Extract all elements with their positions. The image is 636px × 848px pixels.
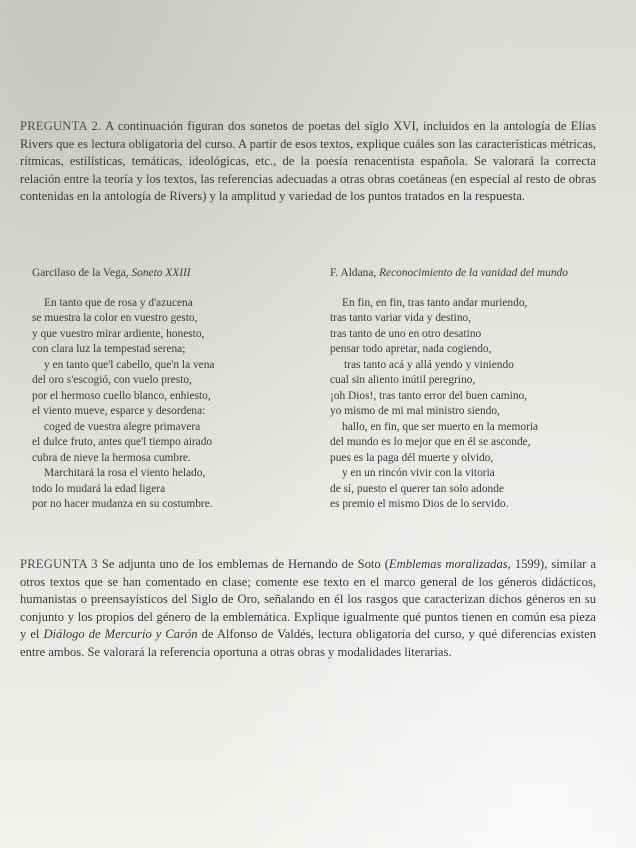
question-3 [20, 556, 596, 662]
poem-line: con clara luz la tempestad serena; [32, 343, 186, 355]
poem-line: del mundo es lo mejor que en él se asconde, [330, 436, 531, 448]
question-3-label: PREGUNTA 3 [20, 557, 98, 571]
poem-line: por no hacer mudanza en su costumbre. [32, 498, 213, 510]
poem-line: coged de vuestra alegre primavera [44, 420, 201, 433]
poem-garcilaso-title: Soneto XXIII [131, 267, 191, 279]
poem-line: ¡oh Dios!, tras tanto error del buen camino, [330, 389, 528, 402]
poem-line: tras tanto variar vida y destino, [330, 312, 472, 324]
question-2 [20, 118, 596, 206]
poem-line: En fin, en fin, tras tanto andar muriendo, [342, 296, 528, 309]
poem-line: es premio el mismo Dios de lo servido. [330, 498, 509, 510]
question-3-text-b: , 1599), similar a otros textos que se han comentado en clase; comente ese texto en el marco general de los géneros didácticos, humanistas o preensayísticos del Siglo de Oro, señalando en él los rasgos que caracterizan dichos géneros en su conjunto y los propios del género de la emblemática. Explique igualmente qué puntos tienen en común esa pieza y el [20, 557, 596, 642]
poem-line: tras tanto de uno en otro desatino [330, 327, 482, 340]
question-3-text-c: de Alfonso de Valdés, lectura obligatoria del curso, y qué diferencias existen entre ambos. Se valorará la referencia oportuna a otras obras y modalidades literarias. [20, 627, 597, 659]
poem-line: por el hermoso cuello blanco, enhiesto, [32, 389, 211, 402]
poem-aldana [330, 266, 620, 513]
question-2-text: A continuación figuran dos sonetos de poetas del siglo XVI, incluidos en la antología de Elías Rivers que es lectura obligatoria del curso. A partir de esos textos, explique cuáles son las características métricas, rítmicas, estilísticas, temáticas, ideológicas, etc., de la poesía renacentista española. Se valorará la correcta relación entre la teoría y los textos, las referencias adecuadas a otras obras coetáneas (en especial al resto de obras contenidas en la antología de Rivers) y la amplitud y variedad de los puntos tratados en la respuesta. [20, 119, 596, 204]
question-3-text-a: Se adjunta uno de los emblemas de Hernando de Soto ( [101, 557, 389, 571]
poem-line: del oro s'escogió, con vuelo presto, [32, 374, 192, 386]
poem-line: y en tanto que'l cabello, que'n la vena [44, 358, 215, 371]
question-2-label: PREGUNTA 2. [20, 119, 102, 133]
poem-line: cual sin aliento inútil peregrino, [330, 374, 476, 386]
poem-line: y en un rincón vivir con la vitoria [342, 467, 495, 479]
poem-aldana-header [330, 266, 620, 282]
poem-line: el viento mueve, esparce y desordena: [32, 405, 206, 417]
poem-line: En tanto que de rosa y d'azucena [44, 296, 193, 309]
poem-line: el dulce fruto, antes que'l tiempo airado [32, 436, 213, 448]
poem-line: pues es la paga dél muerte y olvido, [330, 451, 494, 464]
poem-garcilaso-header [32, 266, 302, 282]
poem-garcilaso-author: Garcilaso de la Vega, [32, 267, 129, 279]
question-3-title-dialogo: Diálogo de Mercurio y Carón [43, 627, 198, 642]
poem-line: tras tanto acá y allá yendo y viniendo [344, 358, 514, 371]
question-3-title-emblemas: Emblemas moralizadas [388, 557, 508, 571]
poem-line: y que vuestro mirar ardiente, honesto, [32, 327, 205, 340]
poem-line: pensar todo apretar, nada cogiendo, [330, 343, 492, 355]
poem-line: de sí, puesto el querer tan solo adonde [330, 482, 504, 495]
poem-aldana-author: F. Aldana, [330, 267, 377, 279]
poem-line: cubra de nieve la hermosa cumbre. [32, 451, 191, 464]
poem-line: yo mismo de mi mal ministro siendo, [330, 405, 500, 417]
poem-aldana-title: Reconocimiento de la vanidad del mundo [379, 267, 568, 279]
poem-line: todo lo mudará la edad ligera [32, 482, 166, 495]
poem-garcilaso-body [32, 296, 302, 513]
poem-line: se muestra la color en vuestro gesto, [32, 312, 198, 324]
poem-line: Marchitará la rosa el viento helado, [44, 467, 206, 479]
poem-line: hallo, en fin, que ser muerto en la memoria [342, 420, 539, 433]
poem-garcilaso [32, 266, 302, 513]
poem-aldana-body [330, 296, 620, 513]
